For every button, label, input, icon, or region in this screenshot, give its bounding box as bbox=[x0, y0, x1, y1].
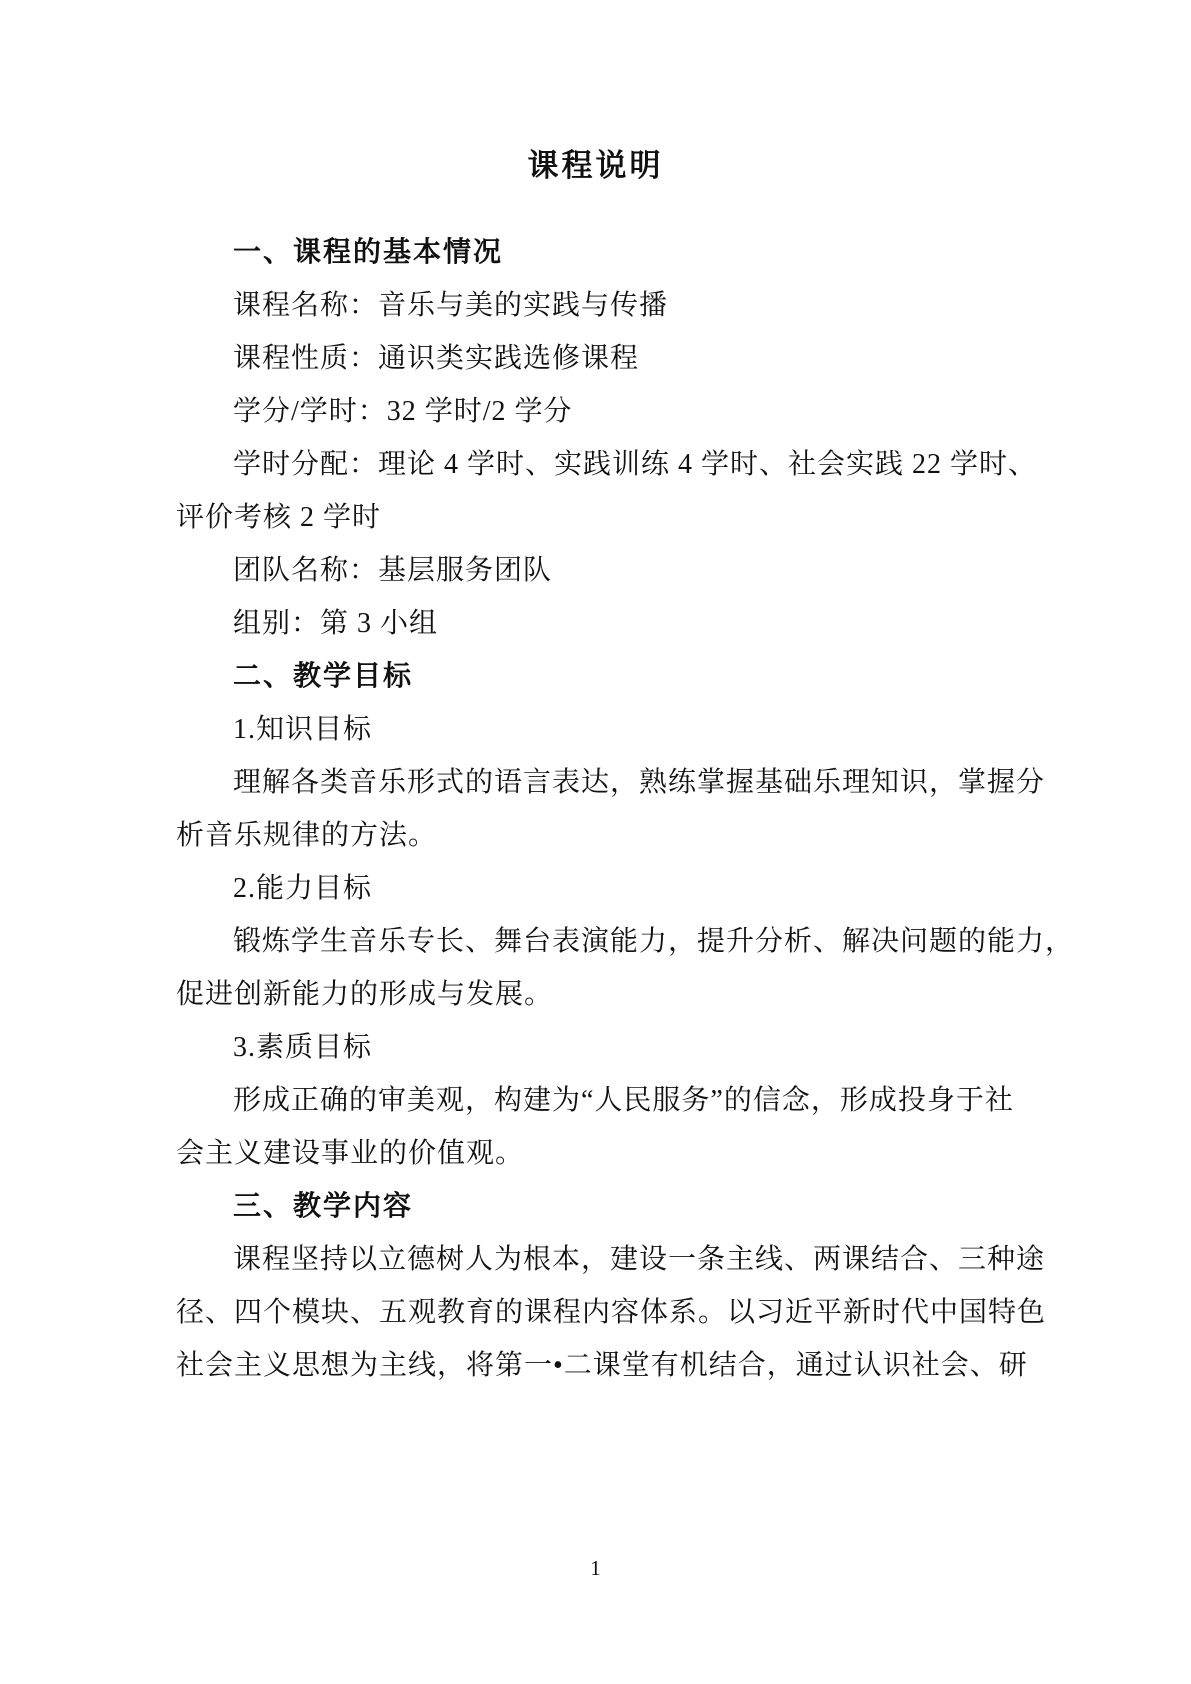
paragraph bbox=[176, 915, 1075, 1021]
page-footer bbox=[0, 1552, 1191, 1584]
page-number: 1 bbox=[590, 1556, 601, 1580]
paragraph-line: 评价考核 2 学时 bbox=[176, 502, 382, 533]
paragraph-line: 课程性质：通识类实践选修课程 bbox=[233, 343, 640, 374]
paragraph-line: 1.知识目标 bbox=[233, 714, 373, 745]
paragraph bbox=[176, 703, 1026, 756]
section-heading bbox=[176, 1180, 1026, 1233]
heading-line: 二、教学目标 bbox=[233, 661, 414, 692]
paragraph bbox=[176, 544, 1026, 597]
paragraph-line: 理解各类音乐形式的语言表达，熟练掌握基础乐理知识，掌握分 bbox=[233, 767, 1046, 798]
section-heading bbox=[176, 226, 1026, 279]
paragraph-line: 促进创新能力的形成与发展。 bbox=[176, 979, 554, 1010]
paragraph-line: 会主义建设事业的价值观。 bbox=[176, 1138, 525, 1169]
paragraph bbox=[176, 438, 1038, 544]
paragraph-line: 组别：第 3 小组 bbox=[233, 608, 439, 639]
paragraph bbox=[176, 756, 1046, 862]
paragraph-line: 社会主义思想为主线，将第一•二课堂有机结合，通过认识社会、研 bbox=[176, 1350, 1028, 1381]
paragraph-line: 学分/学时：32 学时/2 学分 bbox=[233, 396, 573, 427]
document-title: 课程说明 bbox=[527, 148, 664, 183]
paragraph bbox=[176, 597, 1026, 650]
paragraph bbox=[176, 862, 1026, 915]
paragraph bbox=[176, 1233, 1047, 1392]
paragraph-line: 锻炼学生音乐专长、舞台表演能力，提升分析、解决问题的能力， bbox=[233, 926, 1075, 957]
paragraph bbox=[176, 385, 1026, 438]
paragraph-line: 团队名称：基层服务团队 bbox=[233, 555, 553, 586]
paragraph-line: 2.能力目标 bbox=[233, 873, 373, 904]
section-heading bbox=[176, 650, 1026, 703]
paragraph bbox=[176, 1021, 1026, 1074]
document-body bbox=[176, 226, 1075, 1392]
paragraph-line: 形成正确的审美观，构建为“人民服务”的信念，形成投身于社 bbox=[233, 1085, 1014, 1116]
paragraph-line: 课程坚持以立德树人为根本，建设一条主线、两课结合、三种途 bbox=[233, 1244, 1046, 1275]
paragraph-line: 学时分配：理论 4 学时、实践训练 4 学时、社会实践 22 学时、 bbox=[233, 449, 1038, 480]
paragraph bbox=[176, 1074, 1026, 1180]
paragraph-line: 析音乐规律的方法。 bbox=[176, 820, 438, 851]
paragraph-line: 课程名称：音乐与美的实践与传播 bbox=[233, 290, 669, 321]
paragraph bbox=[176, 332, 1026, 385]
paragraph-line: 3.素质目标 bbox=[233, 1032, 373, 1063]
paragraph-line: 径、四个模块、五观教育的课程内容体系。以习近平新时代中国特色 bbox=[176, 1297, 1047, 1328]
paragraph bbox=[176, 279, 1026, 332]
heading-line: 一、课程的基本情况 bbox=[233, 237, 504, 268]
heading-line: 三、教学内容 bbox=[233, 1191, 414, 1222]
